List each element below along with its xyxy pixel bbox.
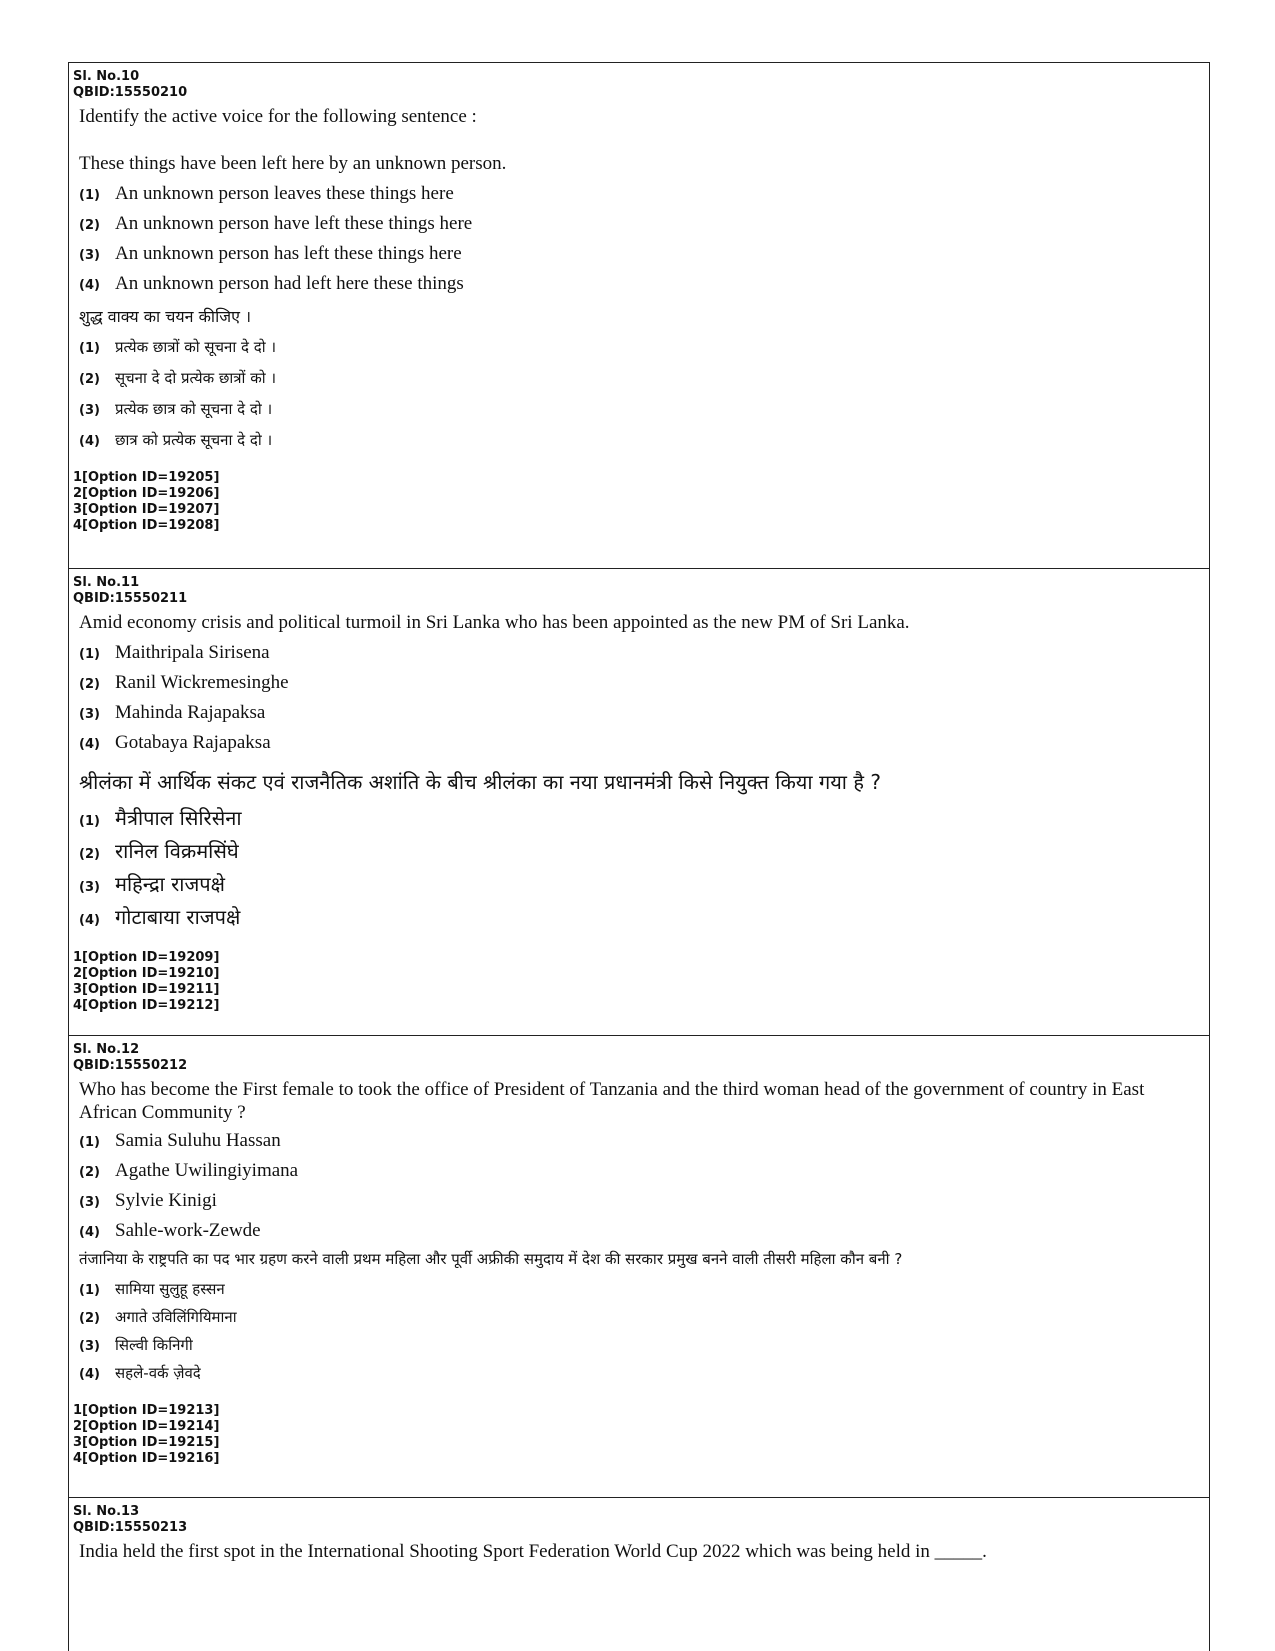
option-number: (1) [79, 188, 100, 203]
option-hi-4 [79, 425, 1205, 456]
option-en-2 [79, 1156, 1205, 1186]
option-hi-3 [79, 394, 1205, 425]
option-hi-3 [79, 1331, 1205, 1359]
option-number: (1) [79, 647, 100, 662]
option-id-list [73, 470, 1205, 534]
option-text: मैत्रीपाल सिरिसेना [115, 806, 242, 830]
option-number: (1) [79, 341, 100, 356]
option-number: (1) [79, 814, 100, 829]
option-en-4 [79, 1216, 1205, 1246]
option-text: Sylvie Kinigi [115, 1190, 217, 1211]
option-text: सामिया सुलुहू हस्सन [115, 1280, 225, 1298]
option-number: (3) [79, 880, 100, 895]
option-en-4 [79, 269, 1205, 299]
option-en-1 [79, 179, 1205, 209]
option-text: An unknown person has left these things here [115, 243, 462, 264]
option-en-2 [79, 668, 1205, 698]
question-sentence-en: These things have been left here by an unknown person. [79, 153, 507, 174]
option-id-list [73, 1403, 1205, 1467]
option-id: 4[Option ID=19212] [73, 998, 220, 1013]
question-bank-id: QBID:15550211 [73, 591, 188, 606]
option-id: 2[Option ID=19214] [73, 1419, 220, 1434]
option-number: (2) [79, 677, 100, 692]
question-text-hi: शुद्ध वाक्य का चयन कीजिए । [79, 307, 252, 326]
serial-number: Sl. No.13 [73, 1504, 140, 1519]
option-id: 1[Option ID=19205] [73, 470, 220, 485]
option-text: सिल्वी किनिगी [115, 1336, 193, 1354]
option-text: An unknown person have left these things here [115, 213, 473, 234]
serial-number: Sl. No.11 [73, 575, 140, 590]
option-id: 4[Option ID=19208] [73, 518, 220, 533]
option-hi-1 [79, 1275, 1205, 1303]
option-number: (4) [79, 1225, 100, 1240]
question-bank-id: QBID:15550210 [73, 85, 188, 100]
question-block [69, 62, 1209, 568]
option-number: (3) [79, 248, 100, 263]
option-number: (3) [79, 1339, 100, 1354]
option-number: (2) [79, 847, 100, 862]
option-hi-2 [79, 363, 1205, 394]
option-number: (4) [79, 278, 100, 293]
option-text: Sahle-work-Zewde [115, 1220, 261, 1241]
question-block [69, 1497, 1209, 1651]
serial-number: Sl. No.10 [73, 69, 140, 84]
option-text: सहले-वर्क ज़ेवदे [115, 1364, 201, 1382]
option-id: 1[Option ID=19213] [73, 1403, 220, 1418]
option-number: (3) [79, 403, 100, 418]
option-text: अगाते उविलिंगियिमाना [115, 1308, 237, 1326]
option-hi-1 [79, 802, 1205, 835]
serial-number: Sl. No.12 [73, 1042, 140, 1057]
option-id: 2[Option ID=19206] [73, 486, 220, 501]
option-text: Samia Suluhu Hassan [115, 1130, 281, 1151]
option-hi-4 [79, 1359, 1205, 1387]
option-text: प्रत्येक छात्र को सूचना दे दो । [115, 400, 273, 418]
option-id: 3[Option ID=19215] [73, 1435, 220, 1450]
option-text: सूचना दे दो प्रत्येक छात्रों को । [115, 369, 277, 387]
option-en-3 [79, 698, 1205, 728]
option-number: (4) [79, 737, 100, 752]
option-number: (4) [79, 434, 100, 449]
option-text: महिन्द्रा राजपक्षे [115, 872, 225, 896]
question-bank-id: QBID:15550213 [73, 1520, 188, 1535]
option-text: रानिल विक्रमसिंघे [115, 839, 239, 863]
question-bank-id: QBID:15550212 [73, 1058, 188, 1073]
question-paper [68, 62, 1210, 1651]
option-en-3 [79, 1186, 1205, 1216]
question-block [69, 1035, 1209, 1497]
option-text: Gotabaya Rajapaksa [115, 732, 271, 753]
option-number: (2) [79, 372, 100, 387]
option-number: (2) [79, 1165, 100, 1180]
option-number: (1) [79, 1283, 100, 1298]
option-hi-4 [79, 901, 1205, 934]
option-number: (1) [79, 1135, 100, 1150]
question-text-hi: श्रीलंका में आर्थिक संकट एवं राजनैतिक अशांति के बीच श्रीलंका का नया प्रधानमंत्री किसे नियुक्त किया गया है ? [79, 770, 881, 794]
option-text: Maithripala Sirisena [115, 642, 270, 663]
option-number: (2) [79, 218, 100, 233]
option-id: 4[Option ID=19216] [73, 1451, 220, 1466]
option-number: (4) [79, 1367, 100, 1382]
option-id-list [73, 950, 1205, 1014]
option-en-3 [79, 239, 1205, 269]
option-text: छात्र को प्रत्येक सूचना दे दो । [115, 431, 273, 449]
question-text-hi: तंजानिया के राष्ट्रपति का पद भार ग्रहण करने वाली प्रथम महिला और पूर्वी अफ्रीकी समुदाय में देश की सरकार प्रमुख बनने वाली तीसरी महिला कौन बनी ? [79, 1250, 903, 1268]
question-text-en: Amid economy crisis and political turmoil in Sri Lanka who has been appointed as the new PM of Sri Lanka. [79, 612, 910, 633]
option-number: (4) [79, 913, 100, 928]
option-text: Ranil Wickremesinghe [115, 672, 289, 693]
option-hi-1 [79, 332, 1205, 363]
question-block [69, 568, 1209, 1035]
option-hi-3 [79, 868, 1205, 901]
option-en-1 [79, 638, 1205, 668]
question-text-en: Who has become the First female to took the office of President of Tanzania and the third woman head of the government of country in East African Community ? [79, 1079, 1145, 1123]
option-hi-2 [79, 1303, 1205, 1331]
option-text: An unknown person leaves these things here [115, 183, 454, 204]
question-text-en: India held the first spot in the International Shooting Sport Federation World Cup 2022 which was being held in _____. [79, 1541, 987, 1562]
option-id: 1[Option ID=19209] [73, 950, 220, 965]
option-en-4 [79, 728, 1205, 758]
option-id: 2[Option ID=19210] [73, 966, 220, 981]
option-id: 3[Option ID=19211] [73, 982, 220, 997]
option-number: (3) [79, 1195, 100, 1210]
option-en-2 [79, 209, 1205, 239]
option-text: Agathe Uwilingiyimana [115, 1160, 299, 1181]
option-en-1 [79, 1126, 1205, 1156]
option-number: (3) [79, 707, 100, 722]
question-text-en: Identify the active voice for the following sentence : [79, 106, 477, 127]
option-text: प्रत्येक छात्रों को सूचना दे दो । [115, 338, 277, 356]
option-text: गोटाबाया राजपक्षे [115, 905, 241, 929]
option-text: An unknown person had left here these things [115, 273, 464, 294]
option-number: (2) [79, 1311, 100, 1326]
option-id: 3[Option ID=19207] [73, 502, 220, 517]
option-text: Mahinda Rajapaksa [115, 702, 266, 723]
option-hi-2 [79, 835, 1205, 868]
